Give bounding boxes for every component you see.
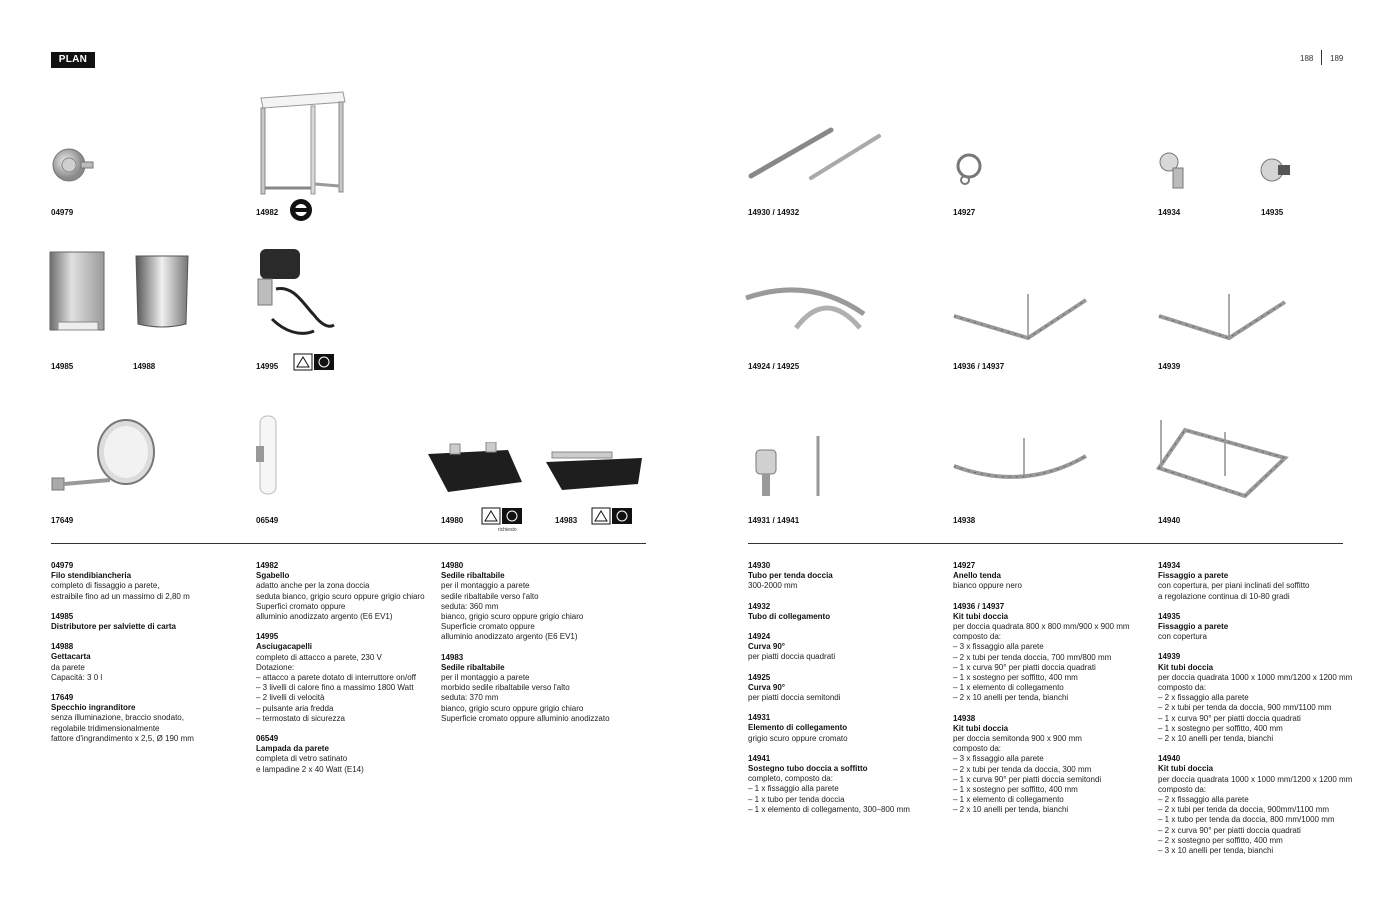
section-rule-right — [748, 543, 1343, 544]
description-line: – 1 x sostegno per soffitto, 400 mm — [953, 785, 1078, 795]
description-line: completo di attacco a parete, 230 V — [256, 652, 382, 662]
description-line: composto da: — [953, 632, 1002, 642]
product-description — [748, 561, 910, 592]
description-line: 300-2000 mm — [748, 581, 798, 591]
shower-rod-kit-image — [950, 434, 1090, 494]
description-line: seduta: 360 mm — [441, 601, 499, 611]
description-code: 04979 — [51, 561, 74, 570]
description-line: con copertura, per piani inclinati del soffitto — [1158, 581, 1310, 591]
description-line: – 2 x tubi per tenda da doccia, 300 mm — [953, 764, 1092, 774]
description-title: Elemento di collegamento — [748, 723, 848, 733]
product-description — [1158, 754, 1352, 856]
description-line: Capacità: 3 0 l — [51, 672, 103, 682]
product-description — [953, 602, 1130, 704]
description-title: Sostegno tubo doccia a soffitto — [748, 764, 868, 774]
description-column-4 — [748, 561, 910, 825]
description-title: Fissaggio a parete — [1158, 571, 1229, 581]
product-code-14939: 14939 — [1158, 362, 1181, 371]
description-column-3 — [441, 561, 610, 734]
description-line: – 1 x tubo per tenda da doccia, 800 mm/1000 mm — [1158, 815, 1335, 825]
description-title: Tubo di collegamento — [748, 611, 831, 621]
description-code: 06549 — [256, 734, 279, 744]
product-code-14938: 14938 — [953, 516, 976, 525]
description-line: estraibile fino ad un massimo di 2,80 m — [51, 591, 190, 601]
product-code-14940: 14940 — [1158, 516, 1181, 525]
description-line: – 1 x curva 90° per piatti doccia quadrati — [1158, 713, 1301, 723]
description-line: Superficie cromato oppure — [441, 622, 535, 632]
description-code: 14941 — [748, 753, 771, 763]
connecting-element-image — [750, 434, 830, 500]
description-title: Asciugacapelli — [256, 642, 313, 652]
description-title: Fissaggio a parete — [1158, 622, 1229, 632]
description-line: adatto anche per la zona doccia — [256, 581, 370, 591]
product-code-06549: 06549 — [256, 516, 279, 525]
description-code: 14980 — [441, 561, 464, 570]
description-line: – 2 x tubi per tenda doccia, 700 mm/800 mm — [953, 652, 1112, 662]
product-code-14927: 14927 — [953, 208, 976, 217]
wall-fixing-image — [1155, 150, 1193, 194]
description-line: composto da: — [1158, 784, 1207, 794]
description-title: Anello tenda — [953, 571, 1002, 581]
description-title: Sedile ribaltabile — [441, 662, 505, 672]
shower-rod-kit-image — [950, 290, 1090, 348]
description-line: completo di fissaggio a parete, — [51, 581, 160, 591]
product-code-14935: 14935 — [1261, 208, 1284, 217]
description-line: da parete — [51, 662, 85, 672]
description-line: per doccia quadrata 800 x 800 mm/900 x 900 mm — [953, 622, 1130, 632]
product-code-14995: 14995 — [256, 362, 279, 371]
description-title: Distributore per salviette di carta — [51, 622, 176, 632]
description-code: 14932 — [748, 601, 771, 611]
product-description — [256, 632, 425, 724]
product-code-14985: 14985 — [51, 362, 74, 371]
section-badge: PLAN — [51, 52, 95, 68]
product-description — [748, 632, 910, 663]
wall-fixing-cover-image — [1258, 152, 1292, 188]
product-description — [51, 561, 194, 602]
shower-rod-kit-image — [1155, 290, 1291, 348]
soft-folding-seat-image — [542, 448, 650, 498]
description-line: seduta: 370 mm — [441, 693, 499, 703]
description-title: Kit tubi doccia — [1158, 764, 1214, 774]
description-line: – 1 x curva 90° per piatti doccia quadrati — [953, 662, 1096, 672]
product-description — [256, 734, 425, 775]
description-column-1 — [51, 561, 194, 754]
description-title: Sgabello — [256, 571, 290, 581]
description-line: – termostato di sicurezza — [256, 713, 345, 723]
description-code: 14982 — [256, 561, 279, 570]
product-description — [1158, 561, 1352, 602]
description-code: 14938 — [953, 713, 976, 723]
description-line: – 3 livelli di calore fino a massimo 1800 Watt — [256, 683, 414, 693]
page-number-left: 188 — [1300, 54, 1314, 63]
product-code-14983: 14983 — [555, 516, 578, 525]
description-title: Curva 90° — [748, 642, 785, 652]
description-title: Sedile ribaltabile — [441, 571, 505, 581]
page-divider — [1321, 50, 1322, 65]
description-title: Lampada da parete — [256, 744, 329, 754]
description-line: Superfici cromato oppure — [256, 601, 346, 611]
description-line: senza illuminazione, braccio snodato, — [51, 713, 184, 723]
paper-towel-dispenser-image — [48, 248, 108, 334]
description-code: 14925 — [748, 672, 771, 682]
description-line: alluminio anodizzato argento (E6 EV1) — [256, 612, 393, 622]
description-line: regolabile tridimensionalmente — [51, 723, 160, 733]
stool-image — [253, 88, 349, 200]
waste-bin-image — [132, 250, 192, 330]
description-line: a regolazione continua di 10-80 gradi — [1158, 591, 1290, 601]
description-title: Kit tubi doccia — [1158, 662, 1214, 672]
description-code: 14988 — [51, 642, 74, 652]
description-line: seduta bianco, grigio scuro oppure grigio chiaro — [256, 591, 425, 601]
description-column-6 — [1158, 561, 1352, 866]
description-code: 14940 — [1158, 754, 1181, 764]
product-description — [748, 713, 910, 744]
description-line: per doccia quadrata 1000 x 1000 mm/1200 x 1200 mm — [1158, 774, 1353, 784]
product-description — [441, 653, 610, 724]
description-code: 14924 — [748, 632, 771, 642]
description-code: 14985 — [51, 611, 74, 621]
description-line: – 3 x 10 anelli per tenda, bianchi — [1158, 846, 1274, 856]
description-code: 14936 / 14937 — [953, 601, 1005, 611]
description-column-2 — [256, 561, 425, 785]
product-description — [256, 561, 425, 622]
description-line: per il montaggio a parete — [441, 673, 530, 683]
description-line: – 2 x 10 anelli per tenda, bianchi — [1158, 734, 1274, 744]
product-description — [748, 673, 910, 704]
description-code: 14927 — [953, 561, 976, 570]
description-code: 14934 — [1158, 561, 1181, 570]
description-code: 14930 — [748, 561, 771, 570]
description-line: con copertura — [1158, 632, 1207, 642]
product-description — [1158, 652, 1352, 744]
description-line: bianco oppure nero — [953, 581, 1022, 591]
product-code-14930: 14930 / 14932 — [748, 208, 800, 217]
description-line: – 2 x fissaggio alla parete — [1158, 795, 1249, 805]
description-line: e lampadine 2 x 40 Watt (E14) — [256, 764, 364, 774]
description-line: grigio scuro oppure cromato — [748, 733, 848, 743]
description-line: completa di vetro satinato — [256, 754, 348, 764]
description-line: – 2 x fissaggio alla parete — [1158, 693, 1249, 703]
description-line: – 1 x tubo per tenda doccia — [748, 794, 845, 804]
folding-seat-image — [424, 442, 526, 498]
description-line: – 2 x 10 anelli per tenda, bianchi — [953, 805, 1069, 815]
magnifying-mirror-image — [48, 416, 158, 496]
description-line: completo, composto da: — [748, 774, 833, 784]
description-line: per doccia semitonda 900 x 900 mm — [953, 734, 1082, 744]
description-line: – 2 x sostegno per soffitto, 400 mm — [1158, 835, 1283, 845]
description-line: bianco, grigio scuro oppure grigio chiaro — [441, 612, 584, 622]
description-line: sedile ribaltabile verso l'alto — [441, 591, 539, 601]
description-line: per piatti doccia semitondi — [748, 693, 841, 703]
product-code-17649: 17649 — [51, 516, 74, 525]
product-description — [953, 561, 1130, 592]
description-title: Curva 90° — [748, 682, 785, 692]
safety-certification-icon — [293, 353, 337, 373]
description-line: – 1 x elemento di collegamento, 300–800 mm — [748, 804, 910, 814]
description-line: per doccia quadrata 1000 x 1000 mm/1200 x 1200 mm — [1158, 672, 1353, 682]
description-code: 17649 — [51, 693, 74, 703]
description-line: – 2 x curva 90° per piatti doccia quadrati — [1158, 825, 1301, 835]
description-line: Dotazione: — [256, 662, 295, 672]
curved-rod-image — [740, 278, 908, 338]
description-line: – 3 x fissaggio alla parete — [953, 754, 1044, 764]
description-line: – 1 x elemento di collegamento — [953, 683, 1064, 693]
description-line: – 2 x tubi per tenda da doccia, 900 mm/1100 mm — [1158, 703, 1332, 713]
description-line: – 1 x elemento di collegamento — [953, 795, 1064, 805]
description-title: Tubo per tenda doccia — [748, 571, 833, 581]
description-line: – 3 x fissaggio alla parete — [953, 642, 1044, 652]
product-code-14936: 14936 / 14937 — [953, 362, 1005, 371]
description-code: 14931 — [748, 713, 771, 723]
description-line: – 1 x sostegno per soffitto, 400 mm — [953, 673, 1078, 683]
description-line: – 1 x sostegno per soffitto, 400 mm — [1158, 723, 1283, 733]
safety-certification-icon — [481, 507, 525, 527]
description-title: Gettacarta — [51, 652, 91, 662]
description-line: – 1 x curva 90° per piatti doccia semitondi — [953, 774, 1102, 784]
product-description — [953, 714, 1130, 816]
shower-rod-kit-image — [1155, 418, 1291, 500]
safety-certification-icon — [591, 507, 635, 527]
product-description — [51, 693, 194, 744]
product-code-14934: 14934 — [1158, 208, 1181, 217]
product-code-14982: 14982 — [256, 208, 279, 217]
description-code: 14995 — [256, 632, 279, 642]
product-code-14988: 14988 — [133, 362, 156, 371]
product-description — [1158, 612, 1352, 643]
section-rule-left — [51, 543, 646, 544]
description-code: 14939 — [1158, 652, 1181, 662]
description-line: – 2 x tubi per tenda da doccia, 900mm/1100 mm — [1158, 805, 1330, 815]
product-description — [51, 642, 194, 683]
shower-rod-image — [745, 124, 885, 184]
product-description — [441, 561, 610, 643]
description-line: Superficie cromato oppure alluminio anodizzato — [441, 713, 610, 723]
description-line: fattore d'ingrandimento x 2,5, Ø 190 mm — [51, 733, 194, 743]
product-description — [51, 612, 194, 632]
description-line: bianco, grigio scuro oppure grigio chiaro — [441, 703, 584, 713]
product-description — [748, 602, 910, 622]
hairdryer-image — [254, 245, 340, 341]
product-code-04979: 04979 — [51, 208, 74, 217]
description-line: – 1 x fissaggio alla parete — [748, 784, 839, 794]
description-title: Specchio ingranditore — [51, 703, 136, 713]
page-number-right: 189 — [1330, 54, 1344, 63]
certification-seal-icon — [289, 198, 313, 222]
description-line: – 2 livelli di velocità — [256, 693, 325, 703]
certification-note: richiesto — [498, 527, 517, 533]
product-description — [748, 754, 910, 815]
product-code-14924: 14924 / 14925 — [748, 362, 800, 371]
product-code-14931: 14931 / 14941 — [748, 516, 800, 525]
wall-lamp-image — [254, 412, 284, 498]
description-line: morbido sedile ribaltabile verso l'alto — [441, 683, 570, 693]
description-line: – 2 x 10 anelli per tenda, bianchi — [953, 693, 1069, 703]
description-title: Kit tubi doccia — [953, 723, 1009, 733]
description-line: – pulsante aria fredda — [256, 703, 334, 713]
description-title: Filo stendibiancheria — [51, 571, 132, 581]
description-code: 14935 — [1158, 611, 1181, 621]
description-column-5 — [953, 561, 1130, 826]
curtain-ring-image — [951, 150, 987, 190]
description-line: composto da: — [953, 744, 1002, 754]
description-line: per il montaggio a parete — [441, 581, 530, 591]
description-line: alluminio anodizzato argento (E6 EV1) — [441, 632, 578, 642]
description-line: composto da: — [1158, 683, 1207, 693]
description-title: Kit tubi doccia — [953, 611, 1009, 621]
description-code: 14983 — [441, 652, 464, 662]
description-line: per piatti doccia quadrati — [748, 652, 836, 662]
product-code-14980: 14980 — [441, 516, 464, 525]
description-line: – attacco a parete dotato di interruttore on/off — [256, 673, 416, 683]
clothesline-image — [48, 143, 98, 187]
